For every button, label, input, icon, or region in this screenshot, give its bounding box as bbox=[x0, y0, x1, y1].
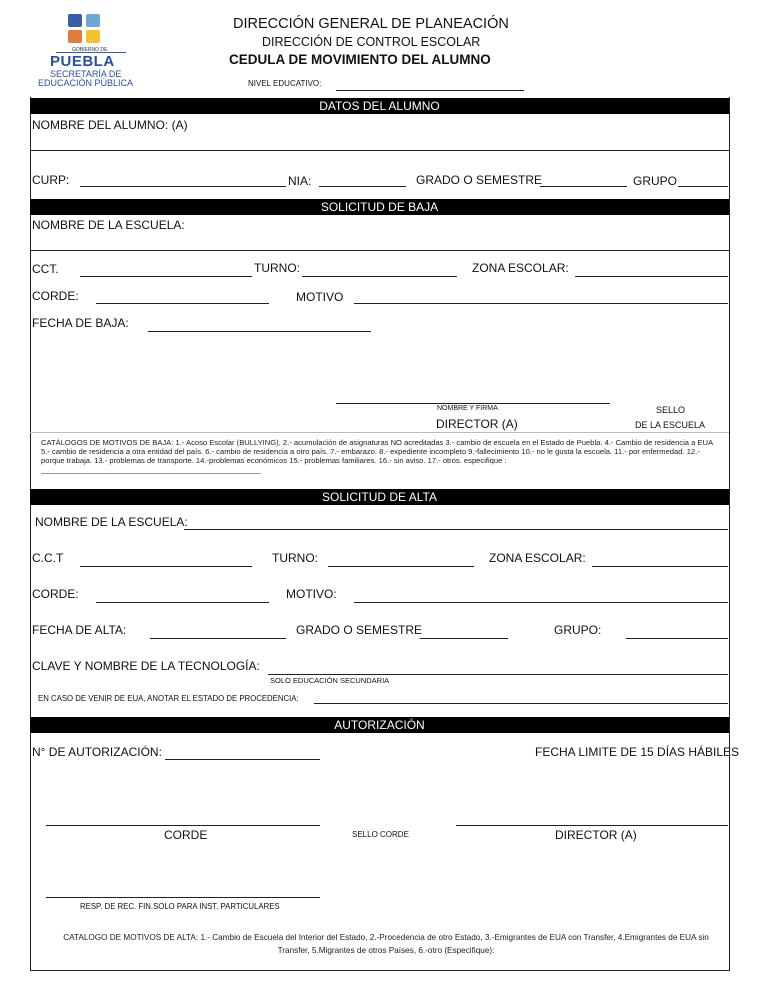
alumno-nombre-field[interactable] bbox=[30, 150, 729, 151]
autorizacion-director: DIRECTOR (A) bbox=[555, 828, 637, 842]
logo-line1: SECRETARÍA DE bbox=[50, 69, 122, 79]
alta-escuela-label: NOMBRE DE LA ESCUELA: bbox=[35, 515, 188, 529]
curp-label: CURP: bbox=[32, 173, 70, 187]
section-baja-header: SOLICITUD DE BAJA bbox=[30, 199, 729, 215]
logo-small-text: GOBIERNO DE bbox=[72, 47, 108, 53]
alta-turno-label: TURNO: bbox=[272, 551, 318, 565]
logo-brand: PUEBLA bbox=[50, 53, 115, 70]
baja-firma-line[interactable] bbox=[336, 403, 610, 404]
alta-cct-field[interactable] bbox=[80, 566, 252, 567]
alta-motivo-label: MOTIVO: bbox=[286, 587, 337, 601]
autorizacion-numero-label: N° DE AUTORIZACIÓN: bbox=[32, 745, 162, 759]
alta-grupo-label: GRUPO: bbox=[554, 623, 602, 637]
curp-field[interactable] bbox=[80, 186, 286, 187]
logo-graphic bbox=[68, 14, 102, 46]
baja-motivo-label: MOTIVO bbox=[296, 290, 344, 304]
nia-field[interactable] bbox=[319, 186, 406, 187]
alta-corde-field[interactable] bbox=[96, 602, 269, 603]
baja-sello-2: DE LA ESCUELA bbox=[635, 420, 706, 430]
baja-director: DIRECTOR (A) bbox=[436, 417, 518, 431]
alta-grado-field[interactable] bbox=[420, 638, 508, 639]
baja-corde-field[interactable] bbox=[96, 303, 269, 304]
baja-motivo-field[interactable] bbox=[354, 303, 728, 304]
nia-label: NIA: bbox=[288, 174, 312, 188]
alta-turno-field[interactable] bbox=[328, 566, 474, 567]
baja-cct-field[interactable] bbox=[80, 276, 252, 277]
baja-cct-label: CCT. bbox=[32, 262, 59, 276]
autorizacion-numero-field[interactable] bbox=[165, 759, 320, 760]
alta-zona-field[interactable] bbox=[592, 566, 728, 567]
alta-tecnologia-field[interactable] bbox=[268, 674, 728, 675]
baja-fecha-label: FECHA DE BAJA: bbox=[32, 316, 129, 330]
baja-turno-field[interactable] bbox=[302, 276, 457, 277]
alta-fecha-label: FECHA DE ALTA: bbox=[32, 623, 127, 637]
alta-corde-label: CORDE: bbox=[32, 587, 79, 601]
grado-field[interactable] bbox=[540, 186, 627, 187]
alta-eua-label: EN CASO DE VENIR DE EUA, ANOTAR EL ESTADO DE PROCEDENCIA: bbox=[38, 694, 299, 703]
section-alta-header: SOLICITUD DE ALTA bbox=[30, 489, 729, 505]
section-datos-header: DATOS DEL ALUMNO bbox=[30, 98, 729, 114]
alta-escuela-field[interactable] bbox=[184, 529, 728, 530]
baja-nombre-firma: NOMBRE Y FIRMA bbox=[437, 405, 498, 412]
logo-line2: EDUCACIÓN PÚBLICA bbox=[38, 78, 134, 88]
nivel-label: NIVEL EDUCATIVO: bbox=[248, 79, 322, 88]
title-3: CEDULA DE MOVIMIENTO DEL ALUMNO bbox=[229, 52, 491, 67]
grupo-field[interactable] bbox=[678, 186, 728, 187]
alta-zona-label: ZONA ESCOLAR: bbox=[489, 551, 586, 565]
title-1: DIRECCIÓN GENERAL DE PLANEACIÓN bbox=[233, 16, 509, 32]
corde-firma-line[interactable] bbox=[46, 825, 320, 826]
baja-fecha-field[interactable] bbox=[148, 331, 371, 332]
director-firma-line[interactable] bbox=[456, 825, 728, 826]
alta-eua-field[interactable] bbox=[314, 703, 728, 704]
nivel-field[interactable] bbox=[336, 90, 524, 91]
alta-catalogo: CATALOGO DE MOTIVOS DE ALTA: 1.- Cambio de Escuela del Interior del Estado, 2.-Procedencia de otro Estado, 3.-Emigrantes de EUA con Transfer, 4.Emigrantes de EUA sin Transfer, 5.Migrantes de otros Países, 6.-otro (Especifique): bbox=[63, 933, 709, 955]
baja-catalogo: CATÁLOGOS DE MOTIVOS DE BAJA: 1.- Acoso Escolar (BULLYING), 2.- acumulación de asignaturas NO acreditadas 3.- cambio de escuela en el Estado de Puebla. 4.- Cambio de residencia a EUA 5.- cambio de residencia a otra entidad del país. 6.- cambio de residencia a otro país. 7.- embarazo. 8.- expediente incompleto 9.-fallecimiento 10.- no le gusta la escuela. 11.- por enfermedad. 12.- porque trabaja. 13.- problemas de transporte. 14.-problemas económicos 15.- problemas familiares. 16.- sin aviso. 17.- otros. especifique : ____________________________________________________ bbox=[41, 438, 713, 474]
baja-sello-1: SELLO bbox=[656, 405, 686, 415]
resp-firma-line[interactable] bbox=[46, 897, 320, 898]
sello-corde-label: SELLO CORDE bbox=[352, 830, 409, 839]
resp-label: RESP. DE REC. FIN.SOLO PARA INST. PARTICULARES bbox=[80, 902, 280, 911]
alta-solo-secundaria: SOLO EDUCACIÓN SECUNDARIA bbox=[270, 676, 390, 685]
title-2: DIRECCIÓN DE CONTROL ESCOLAR bbox=[262, 35, 481, 49]
baja-zona-field[interactable] bbox=[575, 276, 728, 277]
alta-grupo-field[interactable] bbox=[626, 638, 728, 639]
corde-label: CORDE bbox=[164, 828, 208, 842]
alta-grado-label: GRADO O SEMESTRE bbox=[296, 623, 423, 637]
alta-cct-label: C.C.T bbox=[32, 551, 64, 565]
grado-label: GRADO O SEMESTRE bbox=[416, 173, 543, 187]
alta-fecha-field[interactable] bbox=[150, 638, 286, 639]
logo bbox=[32, 12, 142, 92]
baja-escuela-field[interactable] bbox=[30, 250, 729, 251]
grupo-label: GRUPO bbox=[633, 174, 678, 188]
baja-corde-label: CORDE: bbox=[32, 289, 79, 303]
alta-tecnologia-label: CLAVE Y NOMBRE DE LA TECNOLOGÍA: bbox=[32, 659, 260, 673]
baja-zona-label: ZONA ESCOLAR: bbox=[472, 261, 569, 275]
alumno-nombre-label: NOMBRE DEL ALUMNO: (A) bbox=[32, 118, 188, 132]
baja-turno-label: TURNO: bbox=[254, 261, 300, 275]
baja-escuela-label: NOMBRE DE LA ESCUELA: bbox=[32, 218, 185, 232]
section-autorizacion-header: AUTORIZACIÓN bbox=[30, 717, 729, 733]
alta-motivo-field[interactable] bbox=[354, 602, 728, 603]
fecha-limite: FECHA LIMITE DE 15 DÍAS HÁBILES bbox=[535, 745, 740, 759]
